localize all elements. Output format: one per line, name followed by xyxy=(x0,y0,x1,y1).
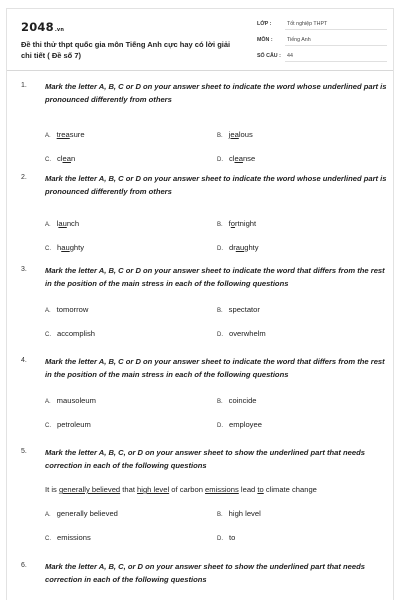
underlined-part: ea xyxy=(234,154,243,163)
question-sentence: It is generally believed that high level of carbon emissions lead to climate change xyxy=(45,485,317,494)
option-a[interactable]: A. treasure xyxy=(45,130,85,139)
meta-subject xyxy=(257,34,387,46)
option-letter: A. xyxy=(45,308,51,314)
option-d[interactable]: D. overwhelm xyxy=(217,329,266,338)
underlined-part: generally believed xyxy=(58,485,121,494)
option-letter: D. xyxy=(217,246,223,252)
meta-subject-value: Tiếng Anh xyxy=(287,37,311,43)
option-b[interactable]: B. fortnight xyxy=(217,219,257,228)
site-logo[interactable] xyxy=(21,20,64,34)
option-letter: C. xyxy=(45,332,51,338)
option-letter: D. xyxy=(217,423,223,429)
option-b[interactable]: B. coincide xyxy=(217,396,257,405)
option-c[interactable]: C. emissions xyxy=(45,533,91,542)
option-letter: C. xyxy=(45,423,51,429)
option-letter: A. xyxy=(45,133,51,139)
option-c[interactable]: C. accomplish xyxy=(45,329,95,338)
option-b[interactable]: B. spectator xyxy=(217,305,260,314)
meta-class xyxy=(257,18,387,30)
underlined-part: au xyxy=(235,243,245,252)
option-letter: C. xyxy=(45,157,51,163)
question-prompt: Mark the letter A, B, C, or D on your answer sheet to show the underlined part that needs correction in each of the following questions xyxy=(45,448,365,470)
option-letter: B. xyxy=(217,512,223,518)
question-number: 4. xyxy=(21,357,27,364)
question-prompt: Mark the letter A, B, C or D on your answer sheet to indicate the word that differs from the rest in the position of the main stress in each of the following questions xyxy=(45,357,385,379)
question-number: 5. xyxy=(21,448,27,455)
option-letter: B. xyxy=(217,399,223,405)
underlined-part: jea xyxy=(228,130,239,139)
question-number: 2. xyxy=(21,174,27,181)
meta-class-value: Tốt nghiệp THPT xyxy=(287,21,328,27)
option-a[interactable]: A. launch xyxy=(45,219,80,228)
option-c[interactable]: C. haughty xyxy=(45,243,85,252)
meta-divider xyxy=(285,61,387,62)
exam-title: Đề thi thử thpt quốc gia môn Tiếng Anh cực hay có lời giải chi tiết ( Đề số 7) xyxy=(21,40,231,60)
logo-text: 2048 xyxy=(21,20,54,34)
option-letter: A. xyxy=(45,512,51,518)
option-d[interactable]: D. employee xyxy=(217,420,262,429)
option-d[interactable]: D. draughty xyxy=(217,243,259,252)
meta-subject-label: MÔN : xyxy=(257,37,273,43)
underlined-part: trea xyxy=(56,130,70,139)
option-a[interactable]: A. mausoleum xyxy=(45,396,96,405)
option-a[interactable]: A. generally believed xyxy=(45,509,118,518)
option-d[interactable]: D. to xyxy=(217,533,236,542)
option-c[interactable]: C. petroleum xyxy=(45,420,91,429)
option-d[interactable]: D. cleanse xyxy=(217,154,256,163)
underlined-part: ea xyxy=(62,154,71,163)
underlined-part: au xyxy=(58,219,67,228)
question-prompt: Mark the letter A, B, C, or D on your answer sheet to show the underlined part that needs correction in each of the following questions xyxy=(45,562,365,584)
option-letter: D. xyxy=(217,536,223,542)
option-letter: B. xyxy=(217,308,223,314)
underlined-part: au xyxy=(61,243,70,252)
option-letter: C. xyxy=(45,536,51,542)
option-letter: C. xyxy=(45,246,51,252)
question-number: 6. xyxy=(21,562,27,569)
option-letter: B. xyxy=(217,133,223,139)
option-a[interactable]: A. tomorrow xyxy=(45,305,89,314)
meta-divider xyxy=(285,29,387,30)
question-prompt: Mark the letter A, B, C or D on your answer sheet to indicate the word whose underlined part is pronounced differently from others xyxy=(45,174,387,196)
underlined-part: high level xyxy=(137,485,170,494)
option-letter: D. xyxy=(217,332,223,338)
question-number: 3. xyxy=(21,266,27,273)
logo-suffix: .vn xyxy=(54,27,65,33)
meta-count-value: 44 xyxy=(287,53,293,59)
meta-class-label: LỚP : xyxy=(257,21,272,27)
meta-count-label: SỐ CÂU : xyxy=(257,53,281,59)
option-letter: A. xyxy=(45,222,51,228)
underlined-part: emissions xyxy=(205,485,239,494)
option-c[interactable]: C. clean xyxy=(45,154,76,163)
meta-count xyxy=(257,50,387,62)
meta-divider xyxy=(285,45,387,46)
option-b[interactable]: B. high level xyxy=(217,509,261,518)
option-letter: A. xyxy=(45,399,51,405)
option-letter: B. xyxy=(217,222,223,228)
question-number: 1. xyxy=(21,82,27,89)
option-letter: D. xyxy=(217,157,223,163)
exam-header xyxy=(7,9,393,71)
question-prompt: Mark the letter A, B, C or D on your answer sheet to indicate the word whose underlined part is pronounced differently from others xyxy=(45,82,387,104)
option-b[interactable]: B. jealous xyxy=(217,130,253,139)
exam-page xyxy=(6,8,394,600)
question-prompt: Mark the letter A, B, C or D on your answer sheet to indicate the word that differs from the rest in the position of the main stress in each of the following questions xyxy=(45,266,385,288)
underlined-part: to xyxy=(257,485,264,494)
underlined-part: o xyxy=(230,219,236,228)
